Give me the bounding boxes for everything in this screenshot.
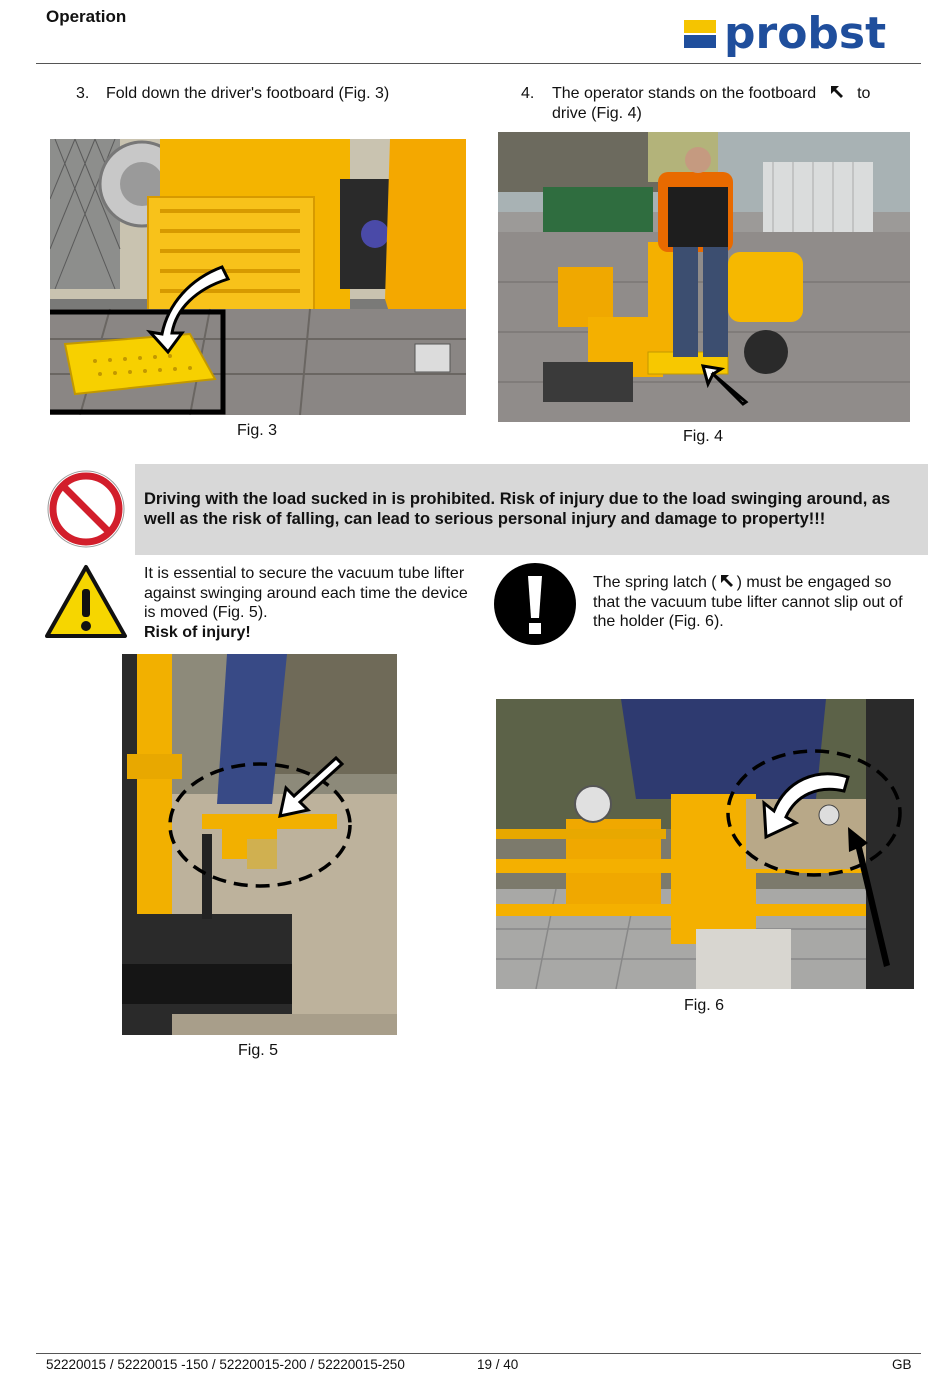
footer-part-numbers: 52220015 / 52220015 -150 / 52220015-200 / 52220015-250 (46, 1357, 405, 1372)
fig6-caption: Fig. 6 (684, 997, 725, 1014)
footer-language: GB (892, 1357, 912, 1372)
prohibited-sign-icon (45, 468, 127, 550)
warning-triangle-icon (44, 564, 128, 640)
arrow-up-left-icon (830, 85, 844, 99)
footer-rule (36, 1353, 921, 1354)
fig3-photo (50, 139, 466, 415)
fig5-photo (122, 654, 397, 1035)
fig4-caption: Fig. 4 (683, 428, 724, 445)
caution-note (144, 564, 479, 642)
probst-logo (684, 10, 914, 60)
fig4-photo (498, 132, 910, 422)
arrow-up-left-icon (720, 574, 734, 588)
logo-text: probst (724, 10, 887, 59)
step-number: 3. (76, 85, 90, 102)
step-4 (521, 84, 901, 124)
fig3-caption: Fig. 3 (237, 422, 278, 439)
step-text-cont: drive (Fig. 4) (552, 105, 642, 122)
notice-text-a: The spring latch ( (593, 574, 717, 591)
prohibition-text: Driving with the load sucked in is prohibited. Risk of injury due to the load swinging around, as well as the risk of falling, can lead to serious personal injury and damage to property!!! (144, 490, 891, 528)
notice-note (593, 573, 915, 632)
step-text: The operator stands on the footboard (552, 85, 817, 102)
caution-text: It is essential to secure the vacuum tube lifter against swinging around each time the device is moved (Fig. 5). (144, 565, 468, 621)
fig5-caption: Fig. 5 (238, 1042, 279, 1059)
footer-page-number: 19 / 40 (477, 1357, 519, 1372)
header-rule (36, 63, 921, 64)
notice-text-b: ) must be engaged so that the vacuum tube lifter cannot slip out of the holder (Fig. 6). (593, 574, 903, 630)
step-number: 4. (521, 85, 535, 102)
fig6-photo (496, 699, 914, 989)
caution-emphasis: Risk of injury! (144, 623, 251, 641)
step-text: Fold down the driver's footboard (Fig. 3) (106, 85, 390, 102)
exclamation-circle-icon (493, 562, 577, 646)
step-text-to: to (857, 85, 871, 102)
page-section-title: Operation (46, 7, 127, 26)
